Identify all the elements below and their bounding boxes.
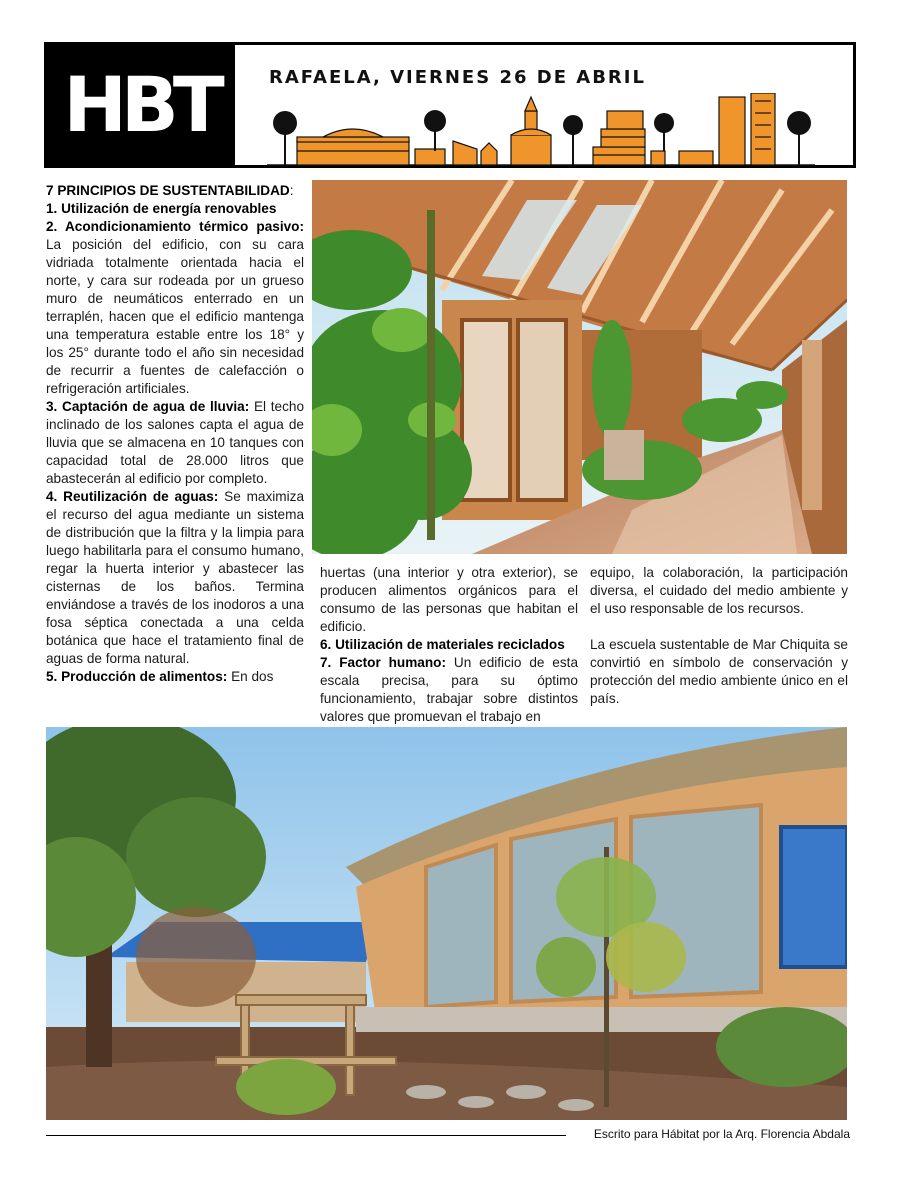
article-column-1 (46, 182, 304, 686)
principle-7-cont: equipo, la colaboración, la participación diversa, el cuidado del medio ambiente y el uso responsable de los recursos. (590, 565, 848, 616)
principle-3: 3. Captación de agua de lluvia: El techo inclinado de los salones capta el agua de lluvia que se almacena en 10 tanques con capacidad total de 28.000 litros que abastecerán al edificio por completo. (46, 399, 305, 486)
principles-heading: 7 PRINCIPIOS DE SUSTENTABILIDAD: (46, 183, 294, 198)
principle-4: 4. Reutilización de aguas: Se maximiza el recurso del agua mediante un sistema de distribución que la filtra y la limpia para luego habilitarla para el consumo humano, regar la huerta interior y abastecer las cisternas de los baños. Termina enviándose a través de los inodoros a una fosa séptica conectada a una celda botánica que hace el tratamiento final de aguas de forma natural. (46, 489, 305, 666)
city-skyline-illustration (267, 93, 815, 168)
school-exterior-photo (46, 727, 847, 1120)
article-column-3 (590, 564, 848, 708)
principle-7: 7. Factor humano: Un edificio de esta escala precisa, para su óptimo funcionamiento, trabajar sobre distintos valores que promuevan el trabajo en (320, 655, 579, 724)
issue-date: RAFAELA, VIERNES 26 DE ABRIL (269, 67, 646, 88)
principle-1: 1. Utilización de energía renovables (46, 201, 277, 216)
footer-divider (46, 1135, 566, 1136)
masthead (44, 42, 856, 168)
principle-5-cont: huertas (una interior y otra exterior), se producen alimentos orgánicos para el consumo de las personas que habitan el edificio. (320, 565, 578, 634)
principle-5-start: 5. Producción de alimentos: En dos (46, 669, 274, 684)
article-column-2 (320, 564, 578, 726)
greenhouse-corridor-photo (312, 180, 847, 554)
principle-2: 2. Acondicionamiento térmico pasivo: La posición del edificio, con su cara vidriada totalmente orientada hacia el norte, y cara sur rodeada por un grueso muro de neumáticos enterrado en un terraplén, hacen que el edificio mantenga una temperatura estable entre los 18° y los 25° durante todo el año sin necesidad de recurrir a fuentes de calefacción o refrigeración artificiales. (46, 219, 304, 396)
hbt-logo[interactable] (47, 45, 235, 165)
closing-paragraph: La escuela sustentable de Mar Chiquita se convirtió en símbolo de conservación y protección del medio ambiente único en el país. (590, 637, 848, 706)
logo-text: HBT (63, 60, 219, 149)
principle-6: 6. Utilización de materiales reciclados (320, 637, 565, 652)
author-credit: Escrito para Hábitat por la Arq. Florencia Abdala (593, 1127, 850, 1141)
